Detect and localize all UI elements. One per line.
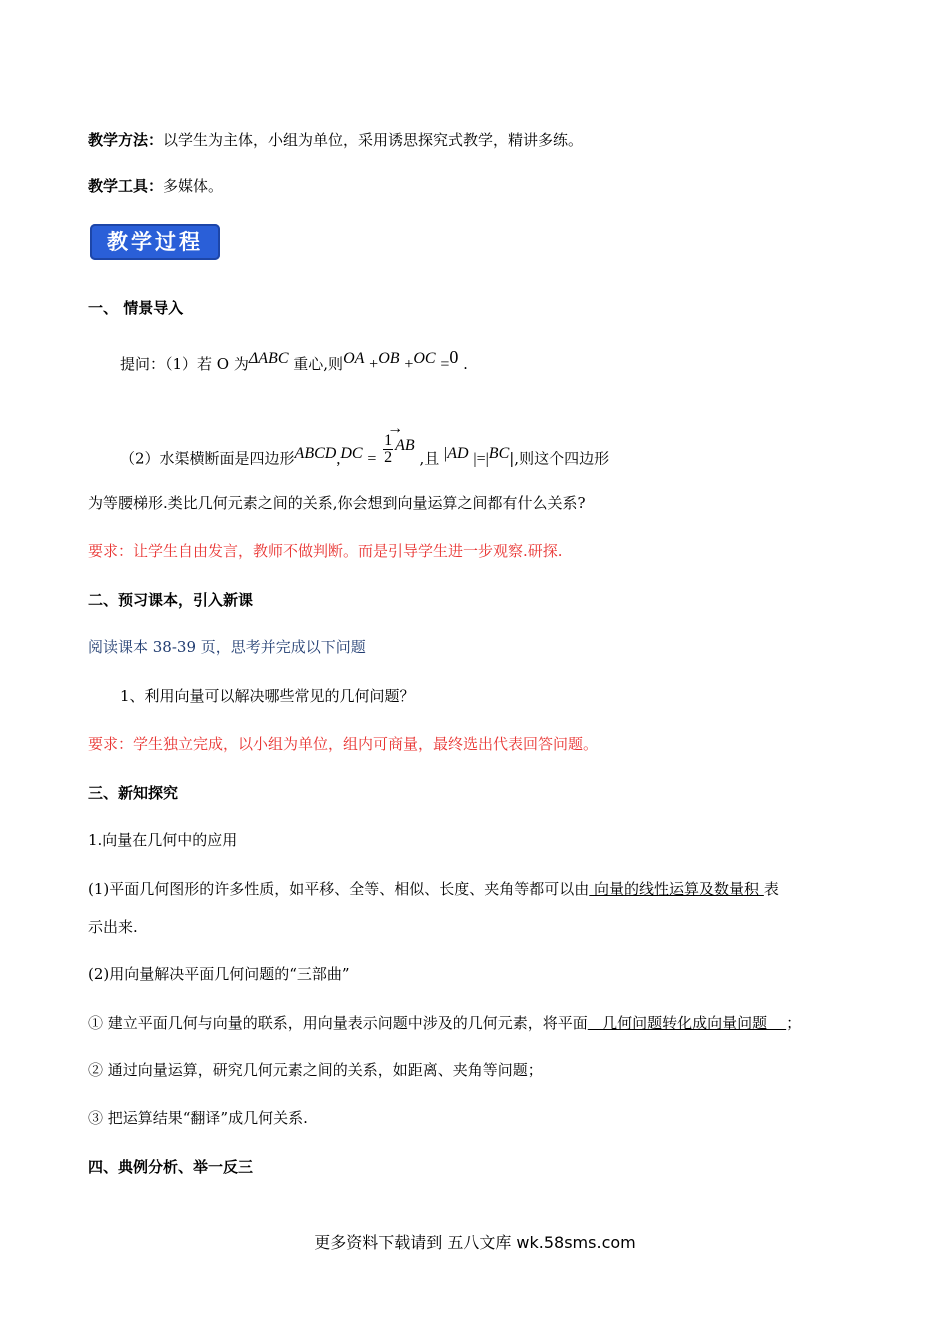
- teaching-tools-label: 教学工具：: [88, 177, 164, 195]
- requirement-1: 要求：让学生自由发言，教师不做判断。而是引导学生进一步观察.研探.: [88, 542, 563, 560]
- q1-ob: OB: [378, 350, 400, 367]
- q2-abcd: ABCD: [294, 444, 337, 462]
- q2-comma: ,: [336, 450, 341, 468]
- q2-bar1: |: [444, 444, 448, 462]
- reading-assignment: 阅读课本 38-39 页，思考并完成以下问题: [88, 638, 366, 656]
- teaching-method-label: 教学方法：: [88, 131, 164, 149]
- teaching-method: [88, 129, 583, 151]
- q1-end: .: [463, 355, 468, 373]
- q2-fraction-num: 1: [384, 432, 393, 449]
- step-3: ③ 把运算结果“翻译”成几何关系.: [88, 1109, 308, 1127]
- section-2-title: 二、预习课本，引入新课: [88, 591, 254, 609]
- section-4-title: 四、典例分析、举一反三: [88, 1158, 254, 1176]
- q2-end: |,则这个四边形: [509, 449, 610, 468]
- question-2-cont: 为等腰梯形.类比几何元素之间的关系,你会想到向量运算之间都有什么关系?: [88, 494, 586, 512]
- knowledge-1: 1.向量在几何中的应用: [88, 831, 238, 849]
- q2-prefix: （2）水渠横断面是四边形: [120, 449, 295, 468]
- step-1-pre: ① 建立平面几何与向量的联系，用向量表示问题中涉及的几何元素，将平面: [88, 1014, 588, 1032]
- knowledge-2: [88, 878, 779, 900]
- q1-oc: OC: [413, 350, 436, 367]
- knowledge-2-cont: 示出来.: [88, 918, 138, 936]
- teaching-method-text: 以学生为主体，小组为单位，采用诱思探究式教学，精讲多练。: [163, 131, 584, 149]
- step-1-post: ；: [786, 1014, 802, 1032]
- teaching-tools-text: 多媒体。: [163, 177, 224, 195]
- requirement-2: 要求：学生独立完成，以小组为单位，组内可商量，最终选出代表回答问题。: [88, 735, 599, 753]
- q1-plus1: +: [369, 356, 379, 373]
- teaching-tools: [88, 175, 223, 197]
- vector-arrow-icon: →: [387, 420, 404, 437]
- q2-mideq: |=|: [473, 450, 489, 468]
- question-item-1: 1、利用向量可以解决哪些常见的几何问题？: [120, 687, 415, 705]
- q2-eq: =: [367, 450, 377, 468]
- q2-and: ,且: [419, 449, 440, 468]
- q2-ab: AB: [395, 436, 415, 454]
- q1-eq: =: [440, 356, 450, 373]
- q2-dc: DC: [340, 444, 363, 462]
- step-2: ② 通过向量运算，研究几何元素之间的关系，如距离、夹角等问题；: [88, 1061, 543, 1079]
- q1-mid: 重心,则: [293, 355, 344, 373]
- knowledge-2-fill: 向量的线性运算及数量积: [589, 880, 764, 898]
- q2-fraction-den: 2: [384, 449, 393, 466]
- q1-oa: OA: [343, 350, 365, 367]
- teaching-process-banner: 教学过程: [90, 224, 220, 260]
- q1-triangle: ΔABC: [248, 350, 289, 367]
- step-1: [88, 1012, 801, 1034]
- q1-prefix: 提问：（1）若 O 为: [120, 355, 249, 373]
- step-1-fill: 几何问题转化成向量问题: [587, 1014, 787, 1032]
- section-1-title: 一、 情景导入: [88, 299, 184, 317]
- q1-zero: 0: [449, 347, 459, 367]
- question-2: [120, 420, 610, 476]
- footer-download-note: 更多资料下载请到 五八文库 wk.58sms.com: [314, 1233, 636, 1252]
- q2-fraction: [383, 420, 404, 466]
- q2-bc: BC: [488, 444, 510, 462]
- knowledge-2-post: 表: [763, 880, 779, 898]
- section-3-title: 三、新知探究: [88, 784, 179, 802]
- q2-ad: AD: [447, 444, 469, 462]
- knowledge-2-pre: (1)平面几何图形的许多性质，如平移、全等、相似、长度、夹角等都可以由: [88, 880, 590, 898]
- question-1: [120, 347, 468, 376]
- q1-plus2: +: [404, 356, 414, 373]
- knowledge-3: (2)用向量解决平面几何问题的“三部曲”: [88, 965, 350, 983]
